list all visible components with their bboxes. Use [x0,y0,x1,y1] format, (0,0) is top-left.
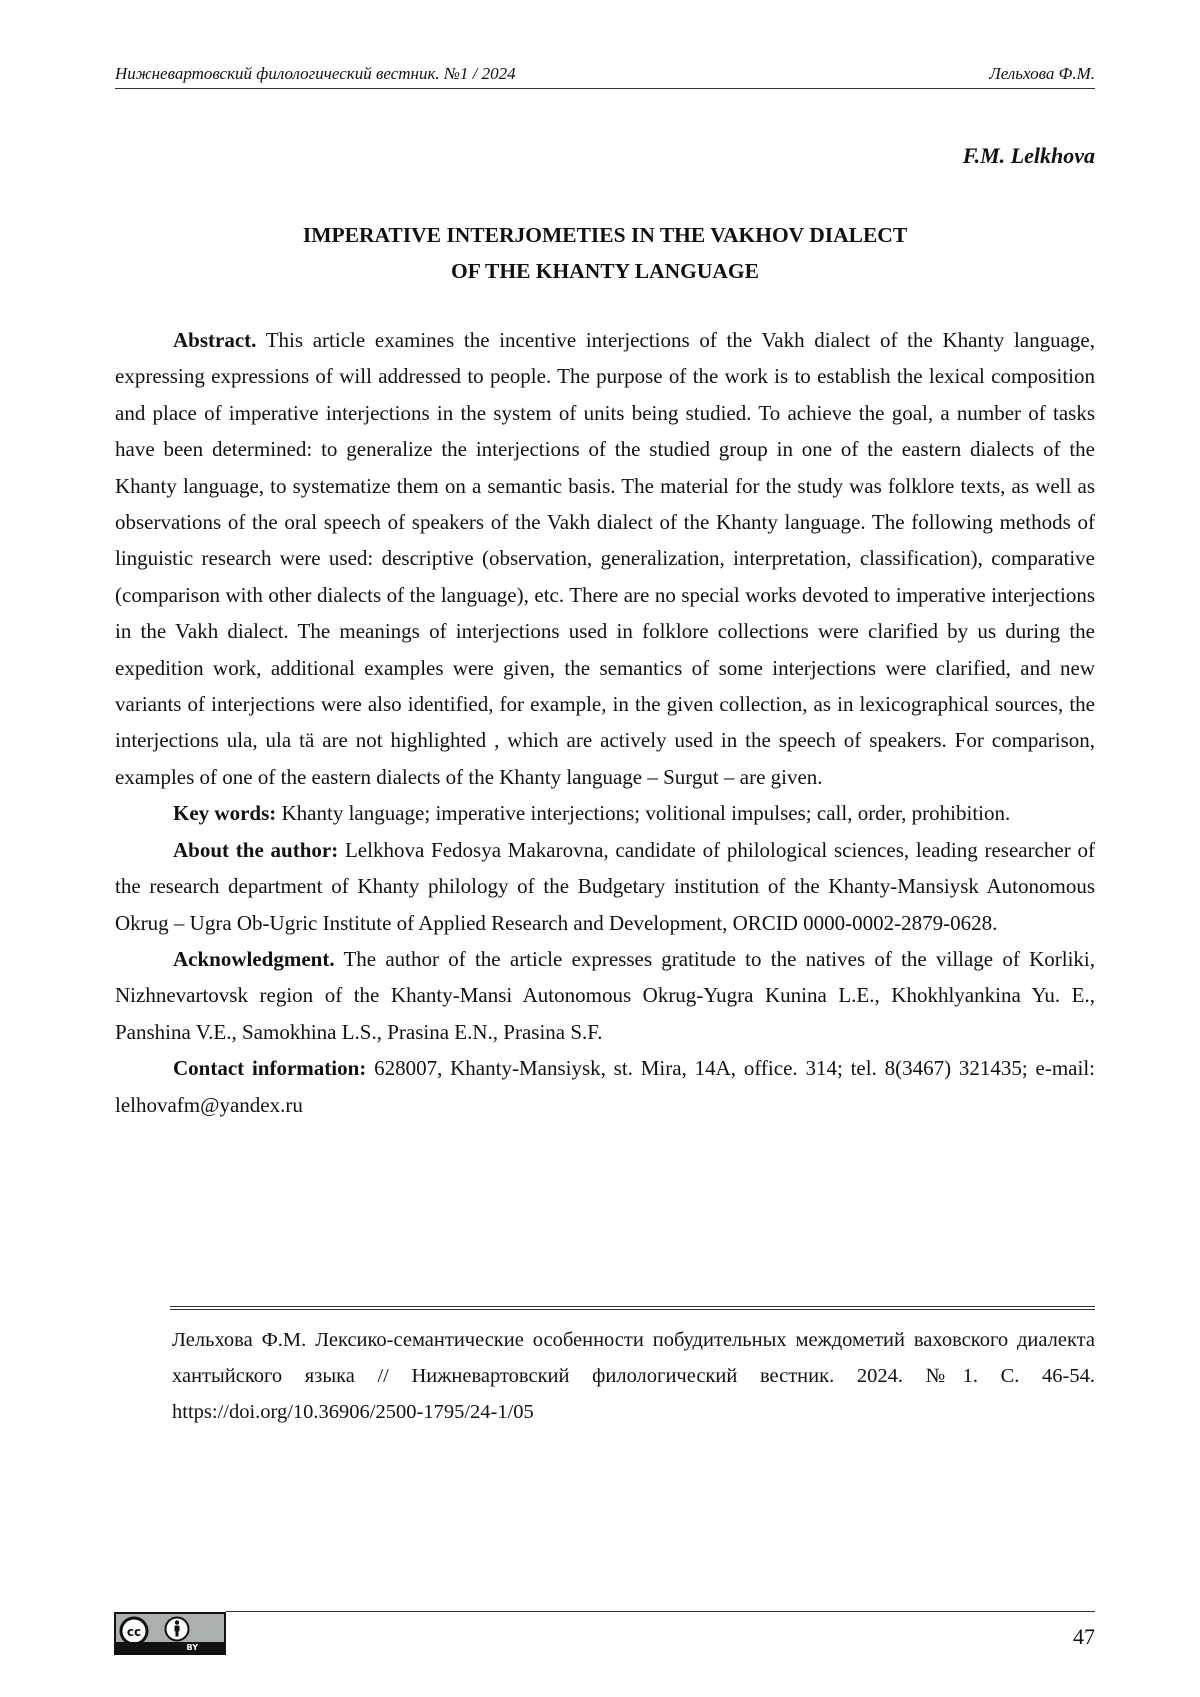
contact-label: Contact information: [173,1056,367,1081]
header-author: Лельхова Ф.М. [989,64,1095,83]
journal-title: Нижневартовский филологический вестник. №1 / 2024 [115,64,516,83]
article-author: F.M. Lelkhova [962,143,1095,168]
citation-divider [170,1306,1095,1310]
title-line-2: OF THE KHANTY LANGUAGE [450,259,759,283]
article-title [115,217,1095,289]
about-author-text: Lelkhova Fedosya Makarovna, candidate of philological sciences, leading researcher of the research department of Khanty philology of the Budgetary institution of the Khanty-Mansiysk Autonomous Okrug – Ugra Ob-Ugric Institute of Applied Research and Development, ORCID 0000-0002-2879-0628. [115,837,1095,935]
citation-text: Лельхова Ф.М. Лексико-семантические особенности побудительных междометий ваховского диалекта хантыйского языка // Нижневартовский филологический вестник. 2024. №1. С. 46-54. https://doi.org/10.36906/2500-1795/24-1/05 [172,1329,1095,1423]
keywords-label: Key words: [173,801,277,826]
abstract-label: Abstract. [173,328,257,352]
about-author-paragraph [115,832,1095,941]
about-author-label: About the author: [173,837,339,862]
abstract-text: This article examines the incentive interjections of the Vakh dialect of the Khanty language, expressing expressions of will addressed to people. The purpose of the work is to establish the lexical composition and place of imperative interjections in the system of units being studied. To achieve the goal, a number of tasks have been determined: to generalize the interjections of the studied group in one of the eastern dialects of the Khanty language, to systematize them on a semantic basis. The material for the study was folklore texts, as well as observations of the oral speech of speakers of the Vakh dialect of the Khanty language. The following methods of linguistic research were used: descriptive (observation, generalization, interpretation, classification), comparative (comparison with other dialects of the language), etc. There are no special works devoted to imperative interjections in the Vakh dialect. The meanings of interjections used in folklore collections were clarified by us during the expedition work, additional examples were given, the semantics of some interjections were clarified, and new variants of interjections were also identified, for example, in the given collection, as in lexicographical sources, the interjections ula, ula tä are not highlighted , which are actively used in the speech of speakers. For comparison, examples of one of the eastern dialects of the Khanty language – Surgut – are given. [115,328,1095,789]
article-body [115,322,1095,1123]
contact-text: 628007, Khanty-Mansiysk, st. Mira, 14A, office. 314; tel. 8(3467) 321435; e-mail: lelhovafm@yandex.ru [115,1056,1096,1117]
footer-divider [226,1611,1095,1612]
header-divider [115,88,1095,89]
keywords-text: Khanty language; imperative interjections; volitional impulses; call, order, prohibition. [281,801,1011,826]
acknowledgment-paragraph [115,941,1095,1050]
by-strip [116,1642,224,1653]
abstract-paragraph [115,322,1095,795]
cc-by-license-badge[interactable] [114,1612,226,1655]
title-line-1: IMPERATIVE INTERJOMETIES IN THE VAKHOV DIALECT [302,223,908,247]
acknowledgment-text: The author of the article expresses gratitude to the natives of the village of Korliki, Nizhnevartovsk region of the Khanty-Mansi Autonomous Okrug-Yugra Kunina L.E., Khokhlyankina Yu. E., Panshina V.E., Samokhina L.S., Prasina E.N., Prasina S.F. [115,946,1096,1044]
by-label: BY [186,1643,198,1652]
attribution-person-icon [164,1616,190,1642]
keywords-paragraph [115,795,1095,831]
svg-text:cc: cc [126,1625,142,1639]
contact-paragraph [115,1050,1095,1123]
acknowledgment-label: Acknowledgment. [173,946,335,971]
page-number: 47 [1073,1624,1095,1649]
